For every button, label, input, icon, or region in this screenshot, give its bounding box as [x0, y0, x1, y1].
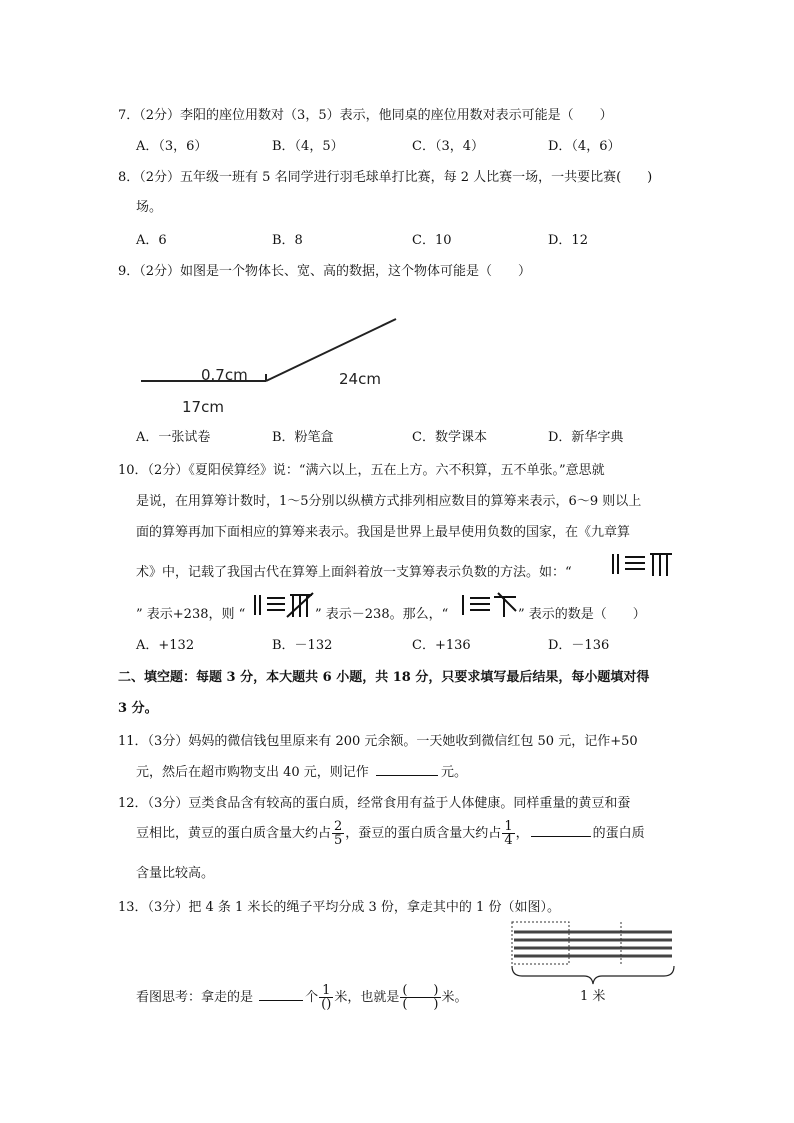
one-meter-label: 1 米	[580, 989, 606, 1004]
q13-unit-fraction: $\frac{1}{()}$	[321, 983, 332, 1012]
q9-option-d: D．新华字典	[548, 430, 624, 445]
q9-dimension-figure	[136, 312, 406, 422]
q13-text-c: 米，也就是	[334, 990, 400, 1005]
rod-numeral-plus-238	[610, 550, 674, 580]
section2-heading-line2: 3 分。	[118, 701, 158, 716]
q9-option-b: B．粉笔盒	[272, 430, 334, 445]
q7-option-b: B．（4，5）	[272, 139, 344, 154]
q8-option-b: B．8	[272, 233, 303, 248]
q13-stem: 13．（3分）把 4 条 1 米长的绳子平均分成 3 份，拿走其中的 1 份（如图）。	[118, 900, 560, 915]
q12-line1: 12．（3分）豆类食品含有较高的蛋白质，经常食用有益于人体健康。同样重量的黄豆和蚕	[118, 796, 631, 811]
q12-text-a: 豆相比，黄豆的蛋白质含量大约占	[136, 826, 332, 841]
q8-option-c: C．10	[412, 233, 452, 248]
q7-option-c: C．（3，4）	[412, 139, 484, 154]
q8-stem-line1: 8．（2分）五年级一班有 5 名同学进行羽毛球单打比赛，每 2 人比赛一场，一共要比赛( )	[118, 170, 653, 185]
rod-numeral-question	[460, 591, 518, 621]
q12-line2	[136, 820, 645, 847]
q7-option-d: D．（4，6）	[548, 139, 621, 154]
q9-option-c: C．数学课本	[412, 430, 487, 445]
q10-line2: 是说，在用算筹计数时，1～5分别以纵横方式排列相应数目的算筹来表示，6～9 则以上	[136, 494, 642, 509]
q10-option-b: B．－132	[272, 638, 333, 653]
q12-fraction-soybean: $\frac{2}{5}$	[334, 819, 343, 848]
q10-line4: 术》中，记载了我国古代在算筹上面斜着放一支算筹表示负数的方法。如：“	[136, 565, 572, 580]
q7-stem: 7．（2分）李阳的座位用数对（3，5）表示，他同桌的座位用数对表示可能是（ ）	[118, 108, 613, 123]
q12-text-b: ，蚕豆的蛋白质含量大约占	[345, 826, 502, 841]
q10-option-d: D．－136	[548, 638, 610, 653]
q10-line5-a: ” 表示+238，则 “	[136, 607, 246, 622]
q10-option-a: A．+132	[136, 638, 195, 653]
q13-text-d: 米。	[441, 990, 468, 1005]
q13-think-line	[136, 984, 468, 1011]
q11-text-a: 元，然后在超市购物支出 40 元，则记作	[136, 765, 369, 780]
q8-option-a: A．6	[136, 233, 167, 248]
q12-text-c: ，	[515, 826, 529, 841]
q11-line2	[136, 761, 467, 780]
q11-line1: 11．（3分）妈妈的微信钱包里原来有 200 元余额。一天她收到微信红包 50 元，记作+50	[118, 734, 638, 749]
q9-stem: 9．（2分）如图是一个物体长、宽、高的数据，这个物体可能是（ ）	[118, 264, 532, 279]
q8-stem-line2: 场。	[136, 200, 163, 215]
q12-fraction-broadbean: $\frac{1}{4}$	[504, 819, 513, 848]
q10-option-c: C．+136	[412, 638, 471, 653]
width-label: 24cm	[339, 370, 381, 388]
q9-option-a: A．一张试卷	[136, 430, 211, 445]
q13-count-blank[interactable]	[259, 986, 303, 1001]
rod-numeral-minus-238	[253, 591, 315, 621]
height-label: 0.7cm	[201, 366, 248, 384]
q13-rope-figure	[508, 918, 678, 1008]
length-label: 17cm	[182, 398, 224, 416]
q11-text-b: 元。	[440, 765, 467, 780]
q13-text-b: 个	[305, 990, 319, 1005]
q10-line5-c: ” 表示的数是（ ）	[518, 607, 646, 622]
q8-option-d: D．12	[548, 233, 588, 248]
taken-part-box	[512, 922, 569, 964]
q10-line5-b: ” 表示－238。那么，“	[315, 607, 449, 622]
q12-line3: 含量比较高。	[136, 866, 215, 881]
q10-line3: 面的算筹再加下面相应的算筹来表示。我国是世界上最早使用负数的国家，在《九章算	[136, 525, 631, 540]
q10-line1: 10．（2分）《夏阳侯算经》说：“满六以上，五在上方。六不积算，五不单张。”意思就	[118, 463, 605, 478]
section2-heading-line1: 二、填空题：每题 3 分，本大题共 6 小题，共 18 分，只要求填写最后结果，每小题填对得	[118, 670, 650, 685]
q13-answer-fraction[interactable]: $\frac{( )}{( )}$	[402, 983, 439, 1012]
q7-option-a: A．（3，6）	[136, 139, 208, 154]
q12-answer-blank[interactable]	[531, 822, 591, 837]
one-meter-brace	[512, 966, 674, 984]
q11-answer-blank[interactable]	[376, 761, 438, 776]
q13-text-a: 看图思考：拿走的是	[136, 990, 254, 1005]
q12-text-d: 的蛋白质	[592, 826, 645, 841]
